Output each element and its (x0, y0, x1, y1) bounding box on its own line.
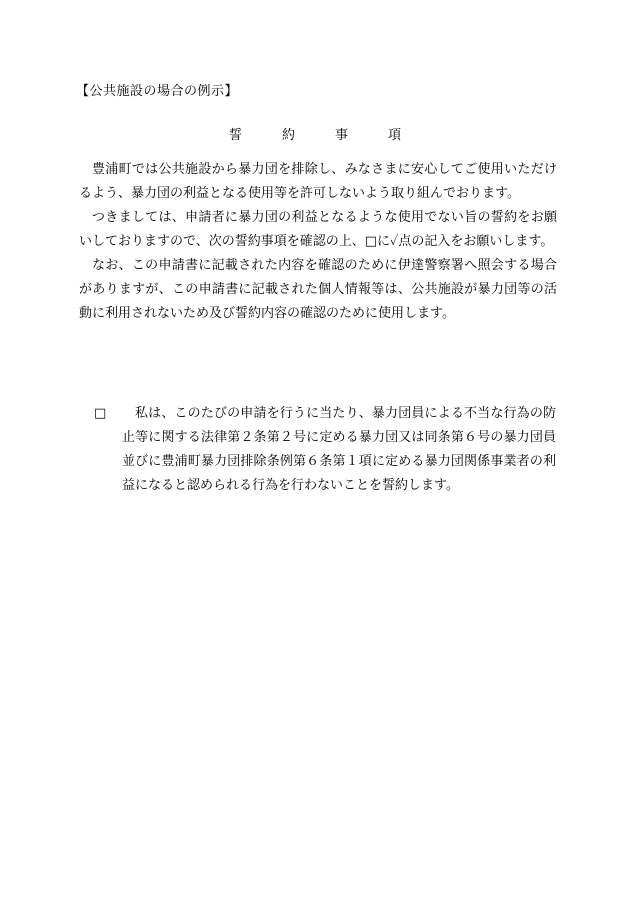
title-char: 誓 (228, 128, 242, 143)
pledge-checkbox[interactable]: □ (94, 406, 107, 421)
intro-paragraph: 豊浦町では公共施設から暴力団を排除し、みなさまに安心してご使用いただけるよう、暴力団の利益となる使用等を許可しないよう取り組んでおります。 (79, 162, 557, 201)
instruction-paragraph: つきましては、申請者に暴力団の利益となるような使用でない旨の誓約をお願いしておりますので、次の誓約事項を確認の上、□に✓点の記入をお願いします。 (79, 210, 557, 249)
title-char: 事 (335, 128, 349, 143)
pledge-text-content: 私は、このたびの申請を行うに当たり、暴力団員による不当な行為の防止等に関する法律第２条第２号に定める暴力団又は同条第６号の暴力団員並びに豊浦町暴力団排除条例第６条第１項に定める暴力団関係事業者の利益になると認められる行為を行わないことを誓約します。 (122, 406, 556, 493)
privacy-paragraph: なお、この申請書に記載された内容を確認のために伊達警察署へ照会する場合がありますが、この申請書に記載された個人情報等は、公共施設が暴力団等の活動に利用されないため及び誓約内容の確認のために使用します。 (79, 258, 557, 321)
pledge-text (106, 402, 556, 498)
title-char: 項 (388, 128, 402, 143)
title-char: 約 (281, 128, 295, 143)
pledge-item (94, 402, 556, 498)
document-title (0, 124, 630, 143)
intro-body (79, 158, 557, 326)
example-heading: 【公共施設の場合の例示】 (76, 84, 239, 99)
